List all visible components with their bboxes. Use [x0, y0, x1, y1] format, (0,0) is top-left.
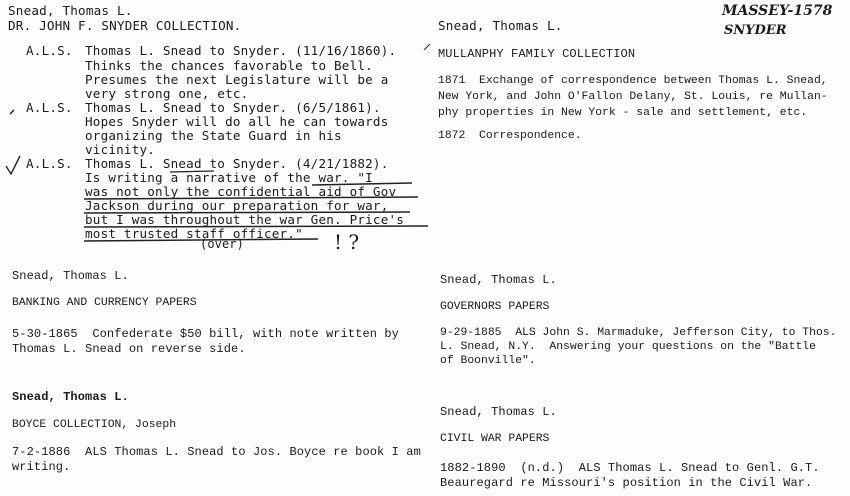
entry-line: Thomas L. Snead to Snyder. (4/21/1882). — [85, 156, 389, 171]
check-mark-icon — [10, 110, 14, 114]
entry-line: of Boonville". — [440, 355, 536, 367]
entry-line: New York, and John O'Fallon Delany, St. Louis, re Mullan- — [438, 91, 828, 103]
card-collection-title: DR. JOHN F. SNYDER COLLECTION. — [8, 18, 242, 33]
entry-line-underlined: was not only the confidential aid of Gov — [85, 184, 397, 199]
card-banking-currency — [0, 262, 430, 382]
entry-line: phy properties in New York - sale and settlement, etc. — [438, 107, 808, 119]
underline-mark — [170, 171, 214, 172]
entry-line: Presumes the next Legislature will be a — [85, 72, 389, 87]
entry-marker: A.L.S. — [26, 156, 73, 171]
underline-mark — [84, 197, 418, 199]
card-boyce-collection — [0, 384, 430, 496]
handwritten-collection-name: SNYDER — [724, 23, 787, 38]
card-collection-title: CIVIL WAR PAPERS — [440, 433, 550, 445]
entry-marker: A.L.S. — [26, 100, 73, 115]
card-governors-papers — [430, 262, 850, 382]
entry-line: Hopes Snyder will do all he can towards — [85, 114, 389, 129]
entry-line: organizing the State Guard in his — [85, 128, 342, 143]
entry-line: 1882-1890 (n.d.) ALS Thomas L. Snead to Genl. G.T. — [440, 461, 820, 475]
over-note: (over) — [200, 237, 244, 251]
entry-line: 5-30-1865 Confederate $50 bill, with note written by — [12, 327, 399, 341]
entry-line: Is writing a narrative of the war. "I — [85, 170, 373, 185]
entry-line-underlined: but I was throughout the war Gen. Price's — [85, 212, 405, 227]
card-mullanphy-collection — [430, 0, 850, 160]
handwritten-catalog-number: MASSEY-1578 — [722, 3, 833, 19]
entry-line: Beauregard re Missouri's position in the Civil War. — [440, 476, 813, 490]
underline-mark — [84, 239, 318, 241]
card-civil-war-papers — [430, 384, 850, 496]
underline-mark — [84, 226, 428, 227]
entry-line: 7-2-1886 ALS Thomas L. Snead to Jos. Boyce re book I am — [12, 445, 421, 459]
card-heading-name: Snead, Thomas L. — [8, 3, 133, 18]
card-heading-name: Snead, Thomas L. — [12, 390, 129, 404]
entry-line: Thomas L. Snead to Snyder. (6/5/1861). — [85, 100, 381, 115]
entry-line: writing. — [12, 460, 71, 474]
entry-line: very strong one, etc. — [85, 86, 249, 101]
card-collection-title: MULLANPHY FAMILY COLLECTION — [438, 47, 636, 61]
card-heading-name: Snead, Thomas L. — [440, 405, 557, 419]
entry-line: Thomas L. Snead on reverse side. — [12, 342, 246, 356]
entry-line: 9-29-1885 ALS John S. Marmaduke, Jefferson City, to Thos. — [440, 327, 837, 339]
underline-mark — [84, 212, 410, 213]
underline-mark — [312, 183, 412, 185]
entry-line-underlined: Jackson during our preparation for war, — [85, 198, 389, 213]
entry-line-underlined: most trusted staff officer." — [85, 226, 303, 241]
entry-marker: A.L.S. — [26, 43, 73, 58]
entry-line: Thomas L. Snead to Snyder. (11/16/1860). — [85, 43, 397, 58]
entry-line: 1871 Exchange of correspondence between Thomas L. Snead, — [438, 75, 828, 87]
entry-line: vicinity. — [85, 142, 156, 157]
entry-line: 1872 Correspondence. — [438, 130, 582, 142]
card-collection-title: BOYCE COLLECTION, Joseph — [12, 419, 177, 431]
check-mark-icon — [6, 156, 20, 174]
card-heading-name: Snead, Thomas L. — [438, 18, 563, 33]
entry-line: L. Snead, N.Y. Answering your questions on the "Battle — [440, 341, 816, 353]
entry-line: Thinks the chances favorable to Bell. — [85, 58, 373, 73]
card-collection-title: GOVERNORS PAPERS — [440, 301, 550, 313]
card-collection-title: BANKING AND CURRENCY PAPERS — [12, 297, 197, 309]
card-heading-name: Snead, Thomas L. — [12, 269, 129, 283]
margin-exclamation-question: ! ? — [334, 230, 360, 254]
card-heading-name: Snead, Thomas L. — [440, 273, 557, 287]
